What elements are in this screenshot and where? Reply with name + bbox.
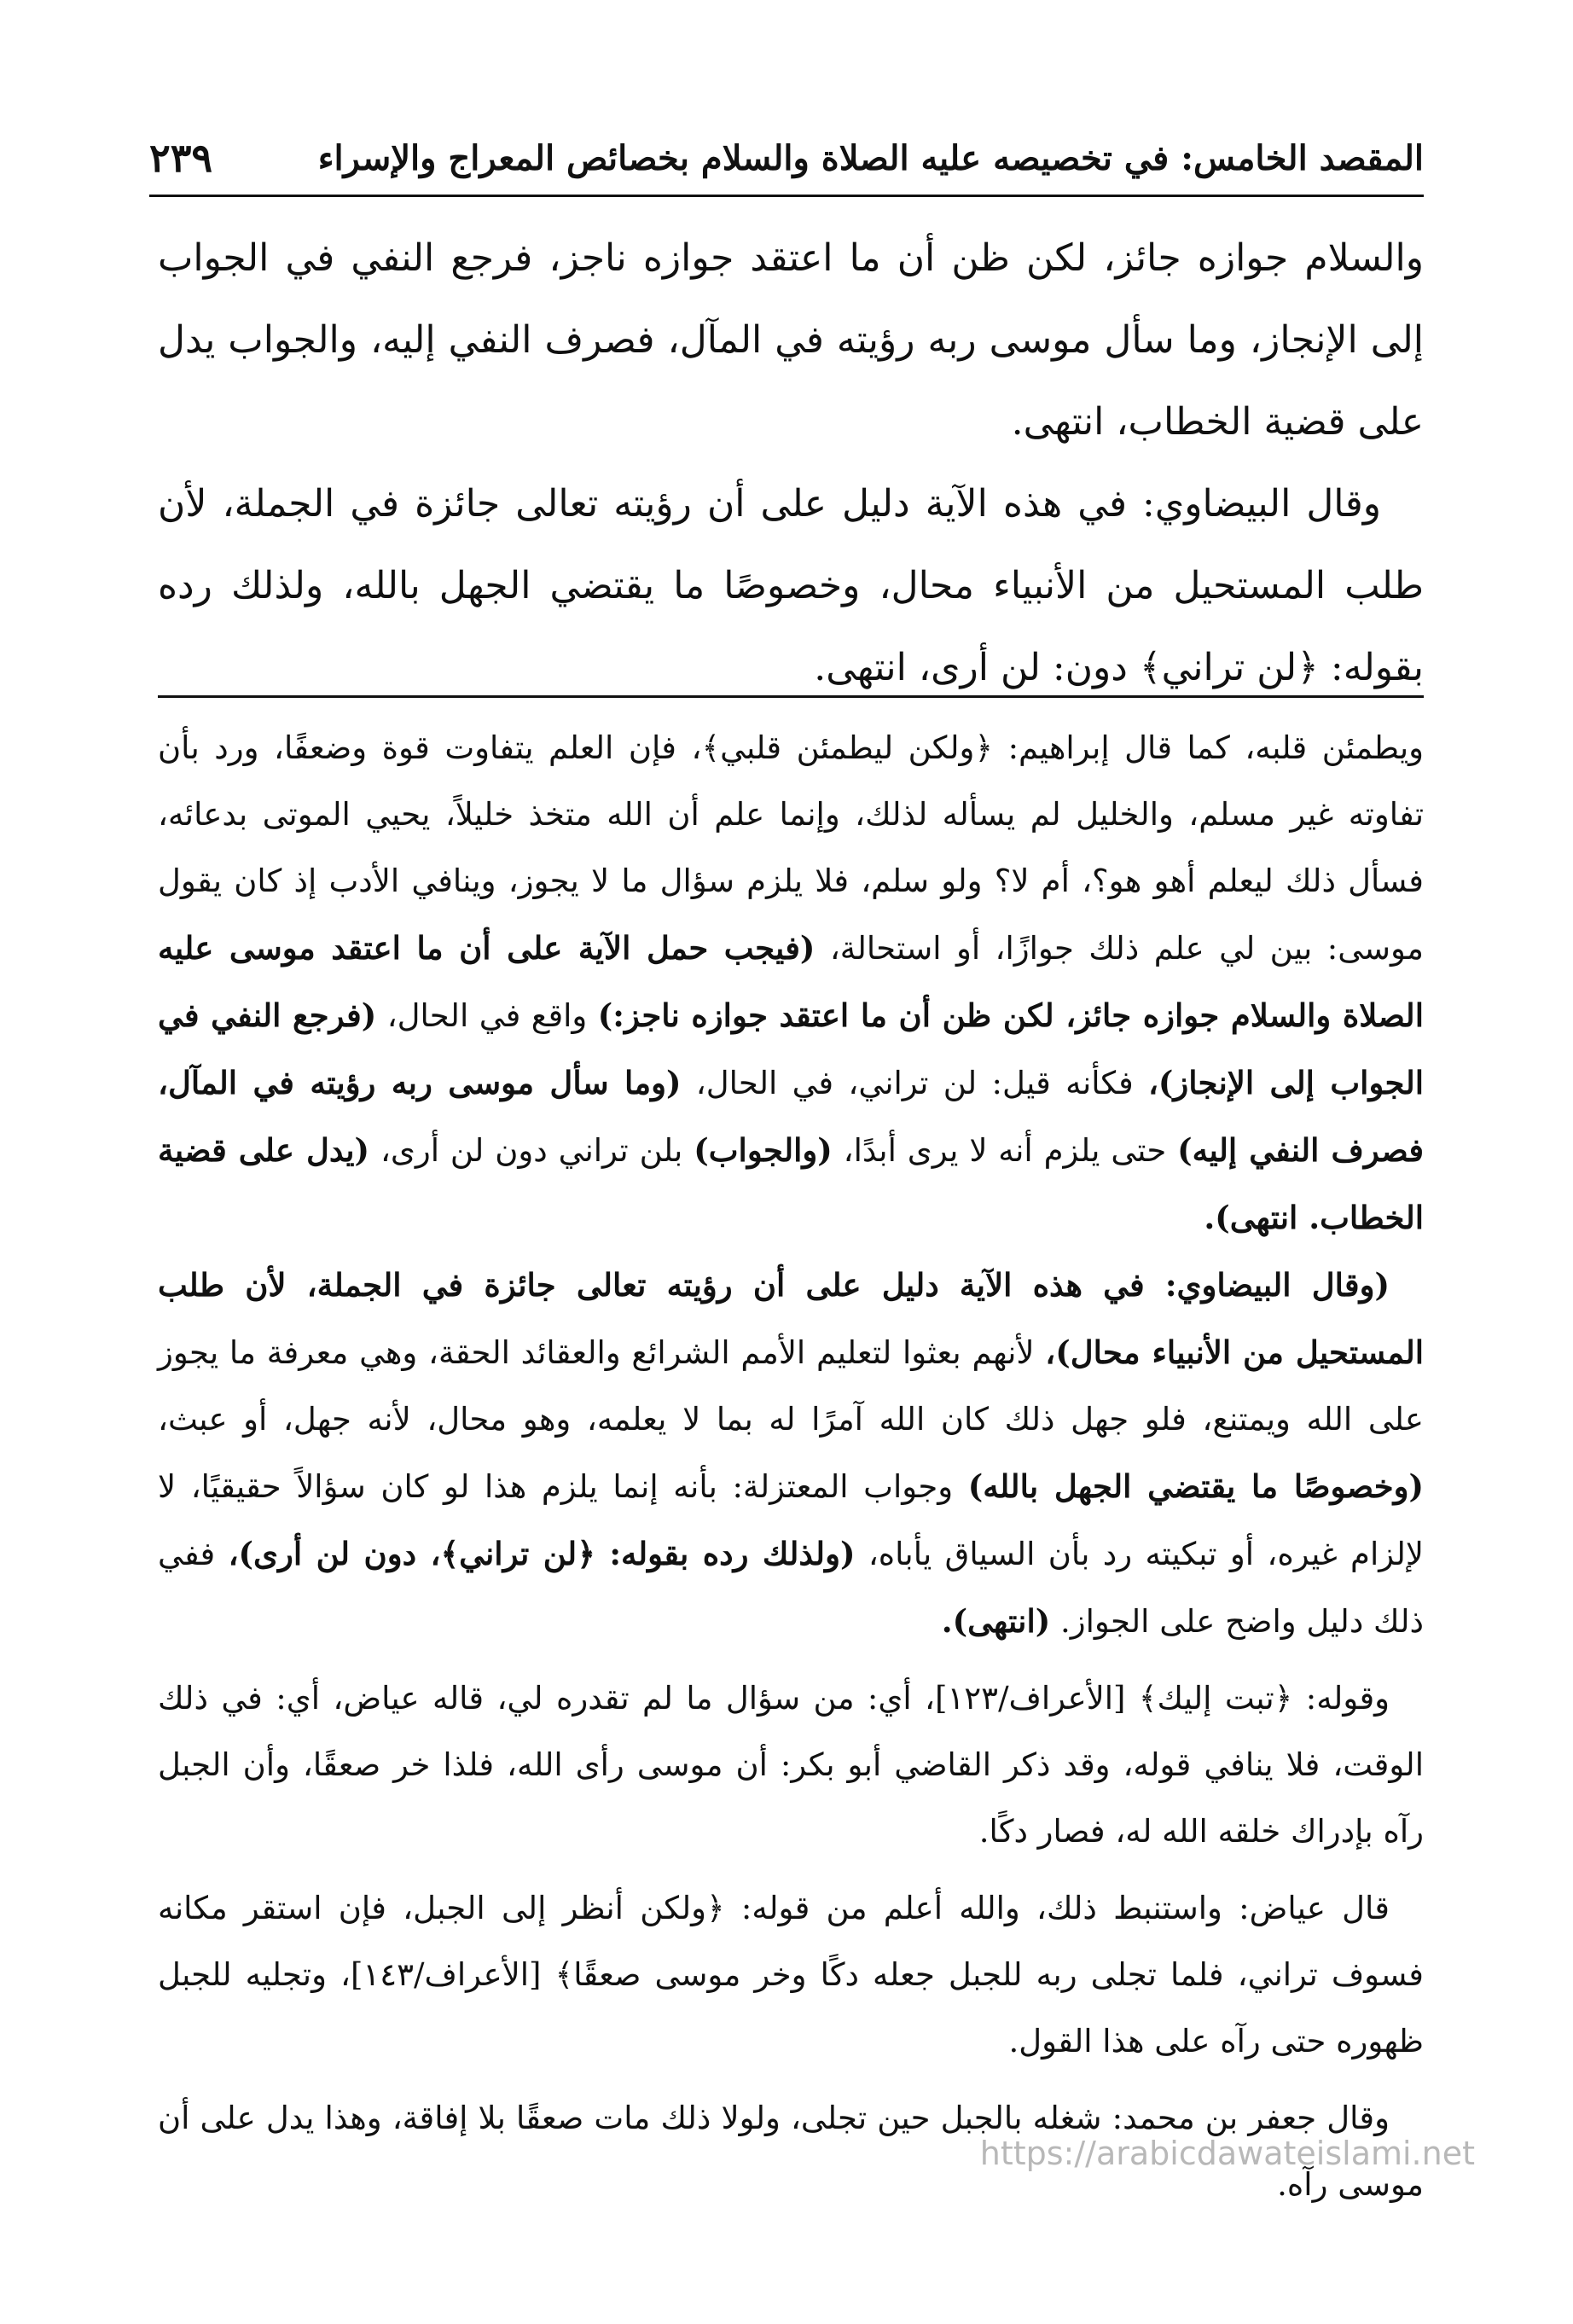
quoted-text: (فرجع النفي في الجواب إلى الإنجاز)، (158, 996, 1424, 1101)
quoted-text: (وما سأل موسى ربه رؤيته في المآل، فصرف النفي إليه) (158, 1064, 1425, 1169)
commentary-text: واقع في الحال، (386, 997, 588, 1034)
quoted-text: (انتهى). (941, 1602, 1051, 1640)
website-watermark: https://arabicdawateislami.net (979, 2135, 1475, 2172)
quoted-text: (وخصوصًا ما يقتضي الجهل بالله) (967, 1467, 1424, 1505)
commentary-paragraph-4: قال عياض: واستنبط ذلك، والله أعلم من قوله: ﴿ولكن أنظر إلى الجبل، فإن استقر مكانه فسوف تراني، فلما تجلى ربه للجبل جعله دكًا وخر موسى صعقًا﴾ [الأعراف/١٤٣]، وتجليه للجبل ظهوره حتى رآه على هذا القول. (158, 1890, 1424, 2060)
commentary-paragraph-2 (158, 1252, 1424, 1655)
commentary-text: بلن تراني دون لن أرى، (380, 1132, 683, 1169)
commentary-text: ففي ذلك دليل واضح على الجواز. (158, 1536, 1424, 1640)
commentary-text: وجواب المعتزلة: بأنه إنما يلزم هذا لو كان سؤالاً حقيقيًا، لا لإلزام غيره، أو تبكيته رد بأن السياق يأباه، (158, 1468, 1425, 1572)
page-header (149, 128, 1424, 197)
commentary-paragraph-1 (158, 715, 1424, 1252)
running-title: المقصد الخامس: في تخصيصه عليه الصلاة والسلام بخصائص المعراج والإسراء (317, 137, 1424, 178)
commentary-text: ويطمئن قلبه، كما قال إبراهيم: ﴿ولكن ليطمئن قلبي﴾، فإن العلم يتفاوت قوة وضعفًا، ورد بأن تفاوته غير مسلم، والخليل لم يسأله لذلك، وإنما علم أن الله متخذ خليلاً، يحيي الموتى بدعائه، فسأل ذلك ليعلم أهو هو؟، أم لا؟ ولو سلم، فلا يلزم سؤال ما لا يجوز، وينافي الأدب إذ كان يقول موسى: بين لي علم ذلك جوازًا، أو استحالة، (158, 729, 1424, 967)
commentary-text: لأنهم بعثوا لتعليم الأمم الشرائع والعقائد الحقة، وهي معرفة ما يجوز على الله ويمتنع، فلو جهل ذلك كان الله آمرًا له بما لا يعلمه، وهو محال، لأنه جهل، أو عبث، (158, 1334, 1424, 1438)
commentary-text: فكأنه قيل: لن تراني، في الحال، (695, 1065, 1134, 1101)
quoted-text: (ولذلك رده بقوله: ﴿لن تراني﴾، دون لن أرى)، (228, 1535, 856, 1572)
quoted-text: (وقال البيضاوي: في هذه الآية دليل على أن رؤيته تعالى جائزة في الجملة، لأن طلب المستحيل من الأنبياء محال)، (158, 1266, 1425, 1371)
main-paragraph-2: وقال البيضاوي: في هذه الآية دليل على أن رؤيته تعالى جائزة في الجملة، لأن طلب المستحيل من الأنبياء محال، وخصوصًا ما يقتضي الجهل بالله، ولذلك رده بقوله: ﴿لن تراني﴾ دون: لن أرى، انتهى. (158, 482, 1424, 689)
quoted-text: (والجواب) (694, 1131, 833, 1169)
page-number: ٢٣٩ (149, 135, 213, 181)
main-text (158, 218, 1424, 709)
quoted-text: (فيجب حمل الآية على أن ما اعتقد موسى عليه الصلاة والسلام جوازه جائز، لكن ظن أن ما اعتقد جوازه ناجز:) (158, 929, 1424, 1034)
commentary-paragraph-3: وقوله: ﴿تبت إليك﴾ [الأعراف/١٢٣]، أي: من سؤال ما لم تقدره لي، قاله عياض، أي: في ذلك الوقت، فلا ينافي قوله، وقد ذكر القاضي أبو بكر: أن موسى رأى الله، فلذا خر صعقًا، وأن الجبل رآه بإدراك خلقه الله له، فصار دكًا. (158, 1680, 1424, 1850)
quoted-text: (يدل على قضية الخطاب. انتهى). (158, 1131, 1424, 1236)
commentary (158, 715, 1424, 2218)
section-divider (158, 695, 1424, 698)
main-paragraph-1: والسلام جوازه جائز، لكن ظن أن ما اعتقد جوازه ناجز، فرجع النفي في الجواب إلى الإنجاز، وما سأل موسى ربه رؤيته في المآل، فصرف النفي إليه، والجواب يدل على قضية الخطاب، انتهى. (158, 236, 1424, 444)
commentary-paragraph-5: وقال جعفر بن محمد: شغله بالجبل حين تجلى، ولولا ذلك مات صعقًا بلا إفاقة، وهذا يدل على أن موسى رآه. (158, 2100, 1424, 2203)
commentary-text: حتى يلزم أنه لا يرى أبدًا، (843, 1132, 1167, 1169)
